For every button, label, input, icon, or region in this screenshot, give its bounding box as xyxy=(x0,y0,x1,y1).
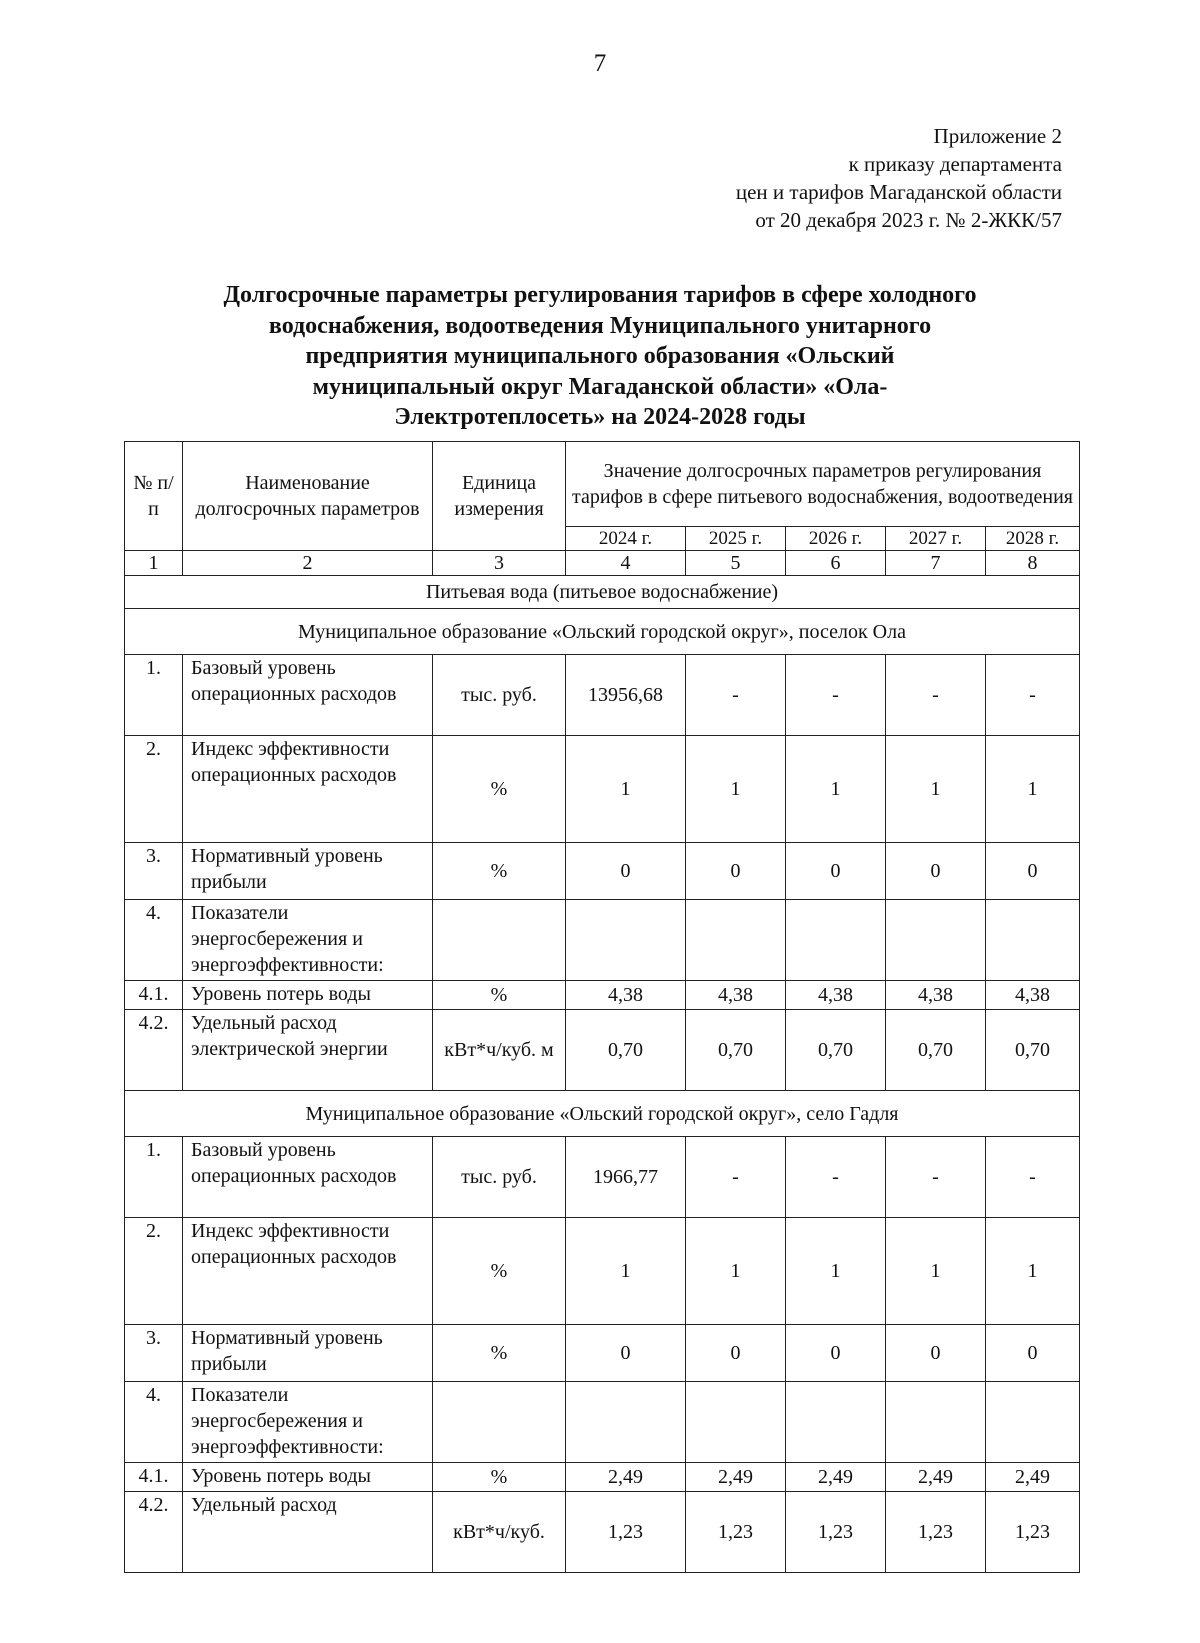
parameter-name: Удельный расход электрической энергии xyxy=(183,1010,433,1091)
parameter-value xyxy=(986,1382,1080,1463)
parameter-value: 0,70 xyxy=(566,1010,686,1091)
appendix-line: от 20 декабря 2023 г. № 2-ЖКК/57 xyxy=(755,208,1062,232)
parameter-value: - xyxy=(686,655,786,736)
parameter-value: - xyxy=(986,1137,1080,1218)
parameter-unit: % xyxy=(433,1463,566,1492)
parameter-unit xyxy=(433,1382,566,1463)
row-number: 4.1. xyxy=(125,981,183,1010)
header-unit: Единица измерения xyxy=(433,442,566,551)
table-row xyxy=(125,1463,1080,1492)
parameter-value: 0 xyxy=(986,1325,1080,1382)
parameter-value: 0 xyxy=(886,1325,986,1382)
section-title: Питьевая вода (питьевое водоснабжение) xyxy=(125,576,1080,609)
table-row xyxy=(125,1137,1080,1218)
parameter-value: 1 xyxy=(786,736,886,843)
parameter-value: 1,23 xyxy=(986,1492,1080,1573)
parameter-value: 0 xyxy=(786,843,886,900)
parameter-value xyxy=(886,900,986,981)
parameter-value: 0,70 xyxy=(686,1010,786,1091)
parameter-value: 13956,68 xyxy=(566,655,686,736)
table-body xyxy=(125,442,1080,1573)
parameter-value: 1 xyxy=(786,1218,886,1325)
parameter-value: 0 xyxy=(686,1325,786,1382)
row-number: 4. xyxy=(125,900,183,981)
title-line: предприятия муниципального образования «Ольский xyxy=(305,343,895,369)
parameter-value: 4,38 xyxy=(686,981,786,1010)
group-header-row xyxy=(125,609,1080,655)
header-row xyxy=(125,442,1080,527)
appendix-reference xyxy=(736,122,1062,234)
parameter-name: Показатели энергосбережения и энергоэффективности: xyxy=(183,900,433,981)
appendix-line: цен и тарифов Магаданской области xyxy=(735,180,1062,204)
parameter-unit: % xyxy=(433,843,566,900)
row-number: 2. xyxy=(125,1218,183,1325)
parameter-value: 0 xyxy=(566,1325,686,1382)
parameter-name: Уровень потерь воды xyxy=(183,1463,433,1492)
title-line: водоснабжения, водоотведения Муниципального унитарного xyxy=(268,312,932,339)
title-line: Электротеплосеть» на 2024-2028 годы xyxy=(394,404,806,430)
parameter-value: 1966,77 xyxy=(566,1137,686,1218)
parameter-value xyxy=(786,900,886,981)
parameter-value: 0 xyxy=(886,843,986,900)
row-number: 4.1. xyxy=(125,1463,183,1492)
year-cell: 2025 г. xyxy=(686,527,786,551)
parameter-unit: % xyxy=(433,736,566,843)
parameter-value xyxy=(686,900,786,981)
parameter-value xyxy=(686,1382,786,1463)
appendix-line: Приложение 2 xyxy=(933,124,1062,148)
parameter-value: 0,70 xyxy=(986,1010,1080,1091)
parameter-value: 0 xyxy=(686,843,786,900)
column-numbers-row xyxy=(125,551,1080,576)
title-line: Долгосрочные параметры регулирования тарифов в сфере холодного xyxy=(223,282,977,308)
table-row xyxy=(125,981,1080,1010)
parameters-table xyxy=(124,441,1080,1573)
parameter-unit: тыс. руб. xyxy=(433,1137,566,1218)
parameter-unit: % xyxy=(433,981,566,1010)
table-row xyxy=(125,1010,1080,1091)
parameter-name: Базовый уровень операционных расходов xyxy=(183,655,433,736)
parameter-unit: кВт*ч/куб. xyxy=(433,1492,566,1573)
year-cell: 2028 г. xyxy=(986,527,1080,551)
column-number: 6 xyxy=(786,551,886,576)
parameter-value xyxy=(986,900,1080,981)
parameter-value: 1,23 xyxy=(886,1492,986,1573)
parameter-value: 1 xyxy=(886,736,986,843)
parameter-value: 2,49 xyxy=(786,1463,886,1492)
parameter-value xyxy=(786,1382,886,1463)
parameter-value: 4,38 xyxy=(786,981,886,1010)
parameter-value: 1 xyxy=(986,736,1080,843)
year-cell: 2026 г. xyxy=(786,527,886,551)
table-row xyxy=(125,655,1080,736)
column-number: 4 xyxy=(566,551,686,576)
parameter-value: 1,23 xyxy=(786,1492,886,1573)
parameter-value: 2,49 xyxy=(686,1463,786,1492)
parameter-value: - xyxy=(886,1137,986,1218)
parameter-value: 1 xyxy=(686,736,786,843)
column-number: 1 xyxy=(125,551,183,576)
column-number: 8 xyxy=(986,551,1080,576)
parameter-value: 0,70 xyxy=(886,1010,986,1091)
parameter-unit: % xyxy=(433,1218,566,1325)
parameter-value: - xyxy=(786,655,886,736)
row-number: 4.2. xyxy=(125,1010,183,1091)
parameter-value: 1,23 xyxy=(686,1492,786,1573)
table-row xyxy=(125,1382,1080,1463)
row-number: 1. xyxy=(125,1137,183,1218)
group-title: Муниципальное образование «Ольский городской округ», село Гадля xyxy=(125,1091,1080,1137)
table-row xyxy=(125,843,1080,900)
parameter-value: 0 xyxy=(986,843,1080,900)
title-line: муниципальный округ Магаданской области» «Ола- xyxy=(312,373,888,400)
column-number: 3 xyxy=(433,551,566,576)
group-title: Муниципальное образование «Ольский городской округ», поселок Ола xyxy=(125,609,1080,655)
parameter-value: 1 xyxy=(886,1218,986,1325)
parameter-value: - xyxy=(986,655,1080,736)
column-number: 2 xyxy=(183,551,433,576)
table-row xyxy=(125,1492,1080,1573)
parameter-value: 1 xyxy=(566,736,686,843)
header-values: Значение долгосрочных параметров регулирования тарифов в сфере питьевого водоснабжения, водоотведения xyxy=(566,442,1080,527)
parameter-name: Нормативный уровень прибыли xyxy=(183,1325,433,1382)
parameter-unit xyxy=(433,900,566,981)
parameter-value: 1 xyxy=(686,1218,786,1325)
table-row xyxy=(125,1218,1080,1325)
parameter-name: Уровень потерь воды xyxy=(183,981,433,1010)
section-row xyxy=(125,576,1080,609)
parameter-name: Удельный расход xyxy=(183,1492,433,1573)
parameter-value: 4,38 xyxy=(886,981,986,1010)
table-row xyxy=(125,1325,1080,1382)
column-number: 5 xyxy=(686,551,786,576)
row-number: 2. xyxy=(125,736,183,843)
parameter-name: Базовый уровень операционных расходов xyxy=(183,1137,433,1218)
parameter-name: Показатели энергосбережения и энергоэффективности: xyxy=(183,1382,433,1463)
year-cell: 2024 г. xyxy=(566,527,686,551)
parameter-value: - xyxy=(686,1137,786,1218)
row-number: 1. xyxy=(125,655,183,736)
parameter-value: 0 xyxy=(566,843,686,900)
row-number: 3. xyxy=(125,843,183,900)
page-number: 7 xyxy=(593,50,607,77)
column-number: 7 xyxy=(886,551,986,576)
parameter-unit: % xyxy=(433,1325,566,1382)
header-name: Наименование долгосрочных параметров xyxy=(183,442,433,551)
header-num: № п/п xyxy=(125,442,183,551)
parameter-value: 4,38 xyxy=(566,981,686,1010)
parameter-value: 1,23 xyxy=(566,1492,686,1573)
document-title xyxy=(150,280,1050,433)
parameter-value xyxy=(886,1382,986,1463)
group-header-row xyxy=(125,1091,1080,1137)
parameter-value: 4,38 xyxy=(986,981,1080,1010)
table-row xyxy=(125,736,1080,843)
parameter-name: Индекс эффективности операционных расходов xyxy=(183,736,433,843)
row-number: 4.2. xyxy=(125,1492,183,1573)
parameter-value: 0 xyxy=(786,1325,886,1382)
parameter-value: 0,70 xyxy=(786,1010,886,1091)
appendix-line: к приказу департамента xyxy=(848,152,1062,176)
parameter-value: 2,49 xyxy=(986,1463,1080,1492)
parameter-value xyxy=(566,900,686,981)
parameter-name: Индекс эффективности операционных расходов xyxy=(183,1218,433,1325)
parameter-unit: кВт*ч/куб. м xyxy=(433,1010,566,1091)
year-cell: 2027 г. xyxy=(886,527,986,551)
parameter-name: Нормативный уровень прибыли xyxy=(183,843,433,900)
row-number: 4. xyxy=(125,1382,183,1463)
table-row xyxy=(125,900,1080,981)
parameter-unit: тыс. руб. xyxy=(433,655,566,736)
parameter-value: - xyxy=(886,655,986,736)
parameter-value: 1 xyxy=(566,1218,686,1325)
parameter-value: 2,49 xyxy=(566,1463,686,1492)
parameter-value: 1 xyxy=(986,1218,1080,1325)
parameter-value xyxy=(566,1382,686,1463)
row-number: 3. xyxy=(125,1325,183,1382)
parameter-value: 2,49 xyxy=(886,1463,986,1492)
parameter-value: - xyxy=(786,1137,886,1218)
